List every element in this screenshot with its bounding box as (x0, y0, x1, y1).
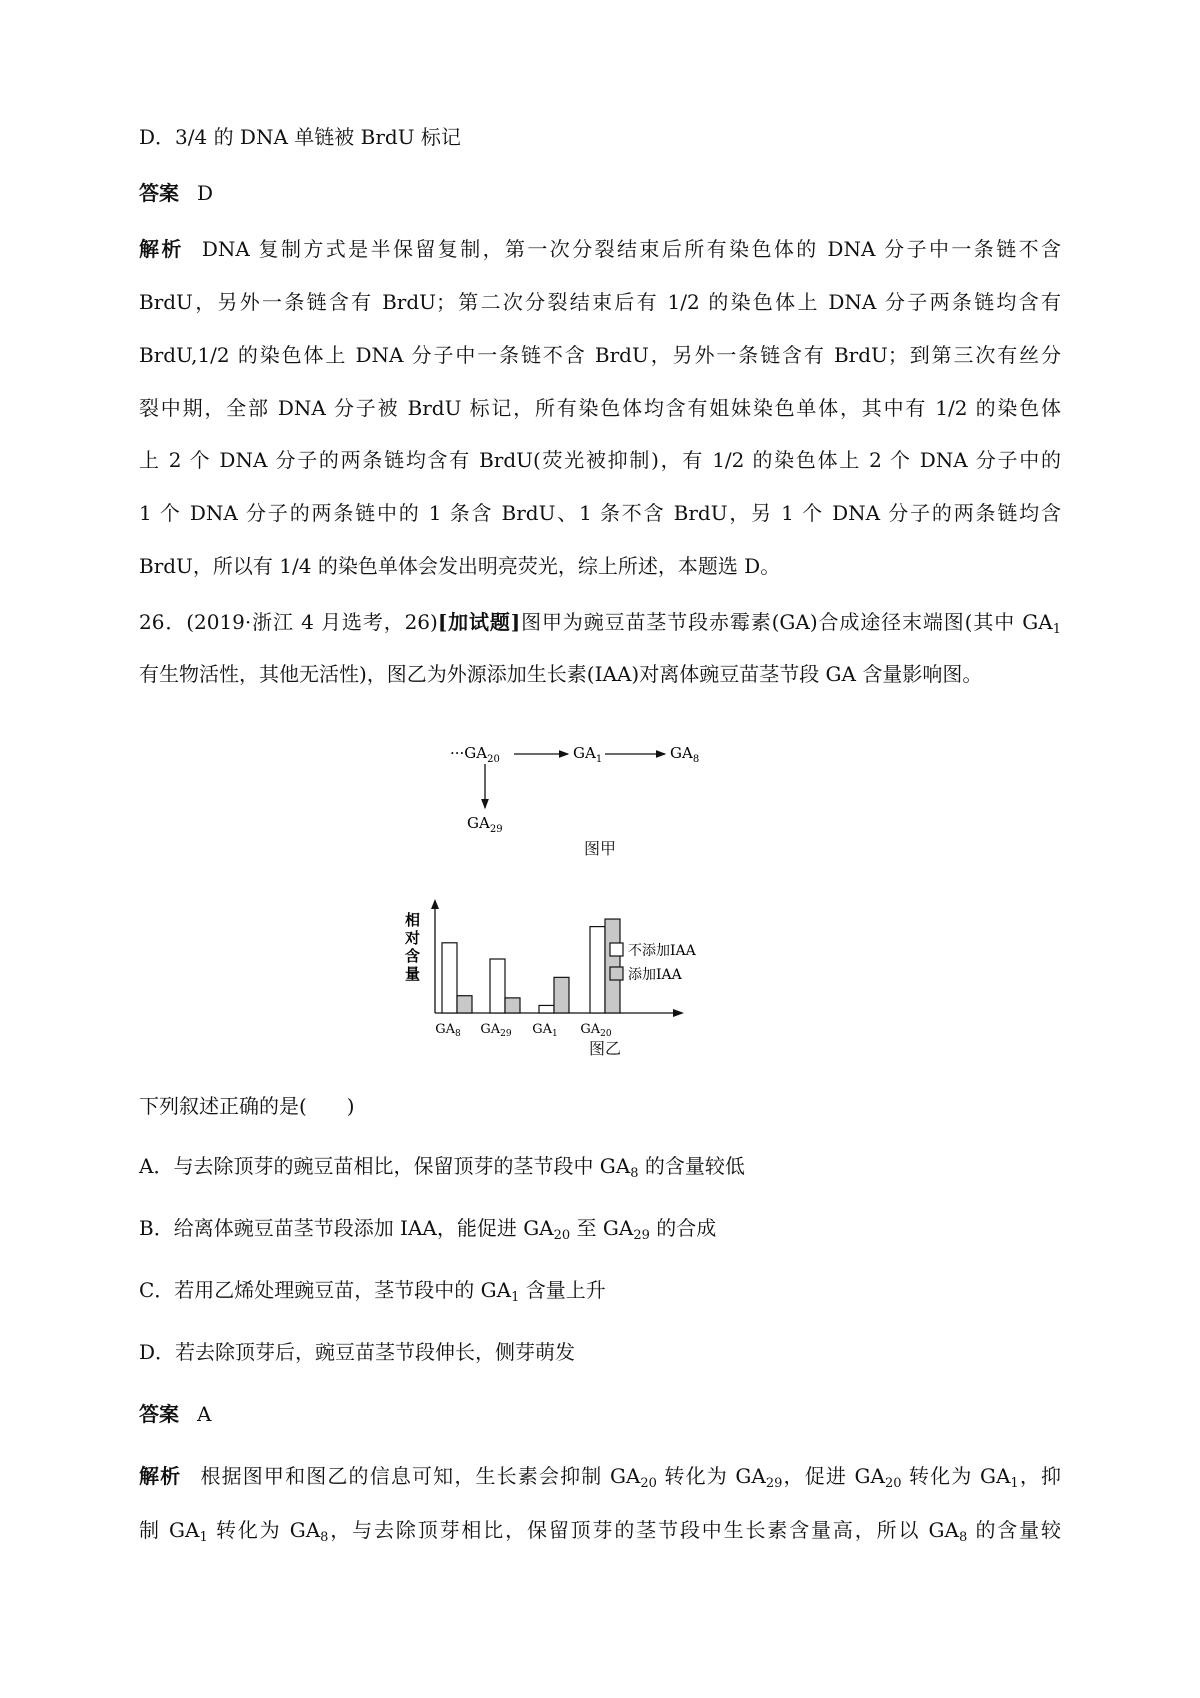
y-axis-arrow (431, 899, 439, 909)
x-axis-arrow (673, 1009, 684, 1017)
bar-iaa-0 (457, 996, 472, 1013)
analysis-1-line-1: 解析 DNA 复制方式是半保留复制，第一次分裂结束后所有染色体的 DNA 分子中一条链不含 (139, 237, 1062, 261)
y-axis-label-char: 含 (405, 947, 421, 965)
legend-swatch (610, 943, 623, 956)
analysis-1-line-6: 1 个 DNA 分子的两条链中的 1 条含 BrdU、1 条不含 BrdU，另 1 个 DNA 分子的两条链均含 (139, 501, 1061, 525)
y-axis-label-char: 对 (405, 929, 421, 947)
bar-iaa-3 (605, 919, 620, 1013)
legend-label: 不添加IAA (628, 943, 696, 959)
bar-no-iaa-2 (539, 1005, 554, 1013)
analysis-2-line-2: 制 $GA_1$ 转化为 $GA_8$，与去除顶芽相比，保留顶芽的茎节段中生长素含量高，所以 $GA_8$ 的含量较 (139, 1518, 1062, 1545)
previous-option-d: D．3/4 的 DNA 单链被 BrdU 标记 (139, 125, 461, 149)
analysis-label: 解析 (139, 1464, 182, 1488)
node-ga1: $GA_1$ (573, 744, 603, 765)
analysis-2-line-1: 解析 根据图甲和图乙的信息可知，生长素会抑制 $GA_{20}$ 转化为 $GA_{29}$，促进 $GA_{20}$ 转化为 $GA_1$，抑 (139, 1464, 1062, 1491)
x-tick-label: $GA_8$ (435, 1022, 461, 1039)
answer-2 (139, 1401, 1061, 1427)
y-axis-label (405, 911, 420, 983)
question-tag: [加试题] (437, 610, 521, 634)
bar-no-iaa-1 (490, 959, 505, 1013)
figure-b-bar-chart (405, 893, 795, 1053)
bar-iaa-1 (505, 998, 520, 1013)
question-source: 26．(2019·浙江 4 月选考，26) (139, 610, 438, 634)
answer-value: A (197, 1402, 212, 1426)
question-26-stem-line-1: 26．(2019·浙江 4 月选考，26)[加试题]图甲为豌豆苗茎节段赤霉素(GA)合成途径末端图(其中 $GA_1$ (139, 610, 1062, 637)
answer-label: 答案 (139, 1402, 179, 1426)
option-c: C．若用乙烯处理豌豆苗，茎节段中的 $GA_1$ 含量上升 (139, 1278, 606, 1305)
x-tick-label: $GA_{29}$ (480, 1022, 512, 1039)
figure-a-caption: 图甲 (583, 839, 616, 858)
node-ga29: $GA_{29}$ (467, 814, 503, 835)
bar-no-iaa-0 (442, 943, 457, 1013)
node-ga20: $\cdot\cdot\cdot GA_{20}$ (450, 744, 500, 765)
x-tick-label: $GA_1$ (532, 1022, 558, 1039)
answer-1 (139, 180, 1061, 206)
bar-iaa-2 (554, 977, 569, 1013)
analysis-1-line-7: BrdU，所以有 1/4 的染色单体会发出明亮荧光，综上所述，本题选 D。 (139, 554, 781, 578)
y-axis-label-char: 量 (405, 965, 421, 983)
y-axis-label-char: 相 (405, 911, 421, 929)
figure-a-pathway (440, 730, 720, 840)
analysis-1-line-3: BrdU,1/2 的染色体上 DNA 分子中一条链不含 BrdU，另外一条链含有 BrdU；到第三次有丝分 (139, 343, 1061, 367)
option-d: D．若去除顶芽后，豌豆苗茎节段伸长，侧芽萌发 (139, 1340, 576, 1364)
legend-swatch (610, 967, 623, 980)
question-prompt: 下列叙述正确的是( ) (139, 1094, 355, 1118)
option-b: B．给离体豌豆苗茎节段添加 IAA，能促进 $GA_{20}$ 至 $GA_{29}$ 的合成 (139, 1216, 717, 1243)
analysis-1-line-4: 裂中期，全部 DNA 分子被 BrdU 标记，所有染色体均含有姐妹染色单体，其中有 1/2 的染色体 (139, 396, 1061, 420)
analysis-1-line-2: BrdU，另外一条链含有 BrdU；第二次分裂结束后有 1/2 的染色体上 DNA 分子两条链均含有 (139, 290, 1061, 314)
bar-no-iaa-3 (590, 927, 605, 1013)
analysis-1-line-5: 上 2 个 DNA 分子的两条链均含有 BrdU(荧光被抑制)，有 1/2 的染色体上 2 个 DNA 分子中的 (139, 448, 1061, 472)
node-ga8: $GA_8$ (670, 744, 700, 765)
answer-label: 答案 (139, 181, 179, 205)
analysis-label: 解析 (139, 237, 184, 261)
question-26-stem-line-2: 有生物活性，其他无活性)，图乙为外源添加生长素(IAA)对离体豌豆苗茎节段 GA 含量影响图。 (139, 662, 983, 686)
answer-value: D (197, 181, 214, 205)
legend-label: 添加IAA (628, 967, 682, 983)
option-a: A．与去除顶芽的豌豆苗相比，保留顶芽的茎节段中 $GA_8$ 的含量较低 (139, 1154, 745, 1181)
x-tick-label: $GA_{20}$ (580, 1022, 612, 1039)
figure-b-caption: 图乙 (588, 1039, 621, 1058)
